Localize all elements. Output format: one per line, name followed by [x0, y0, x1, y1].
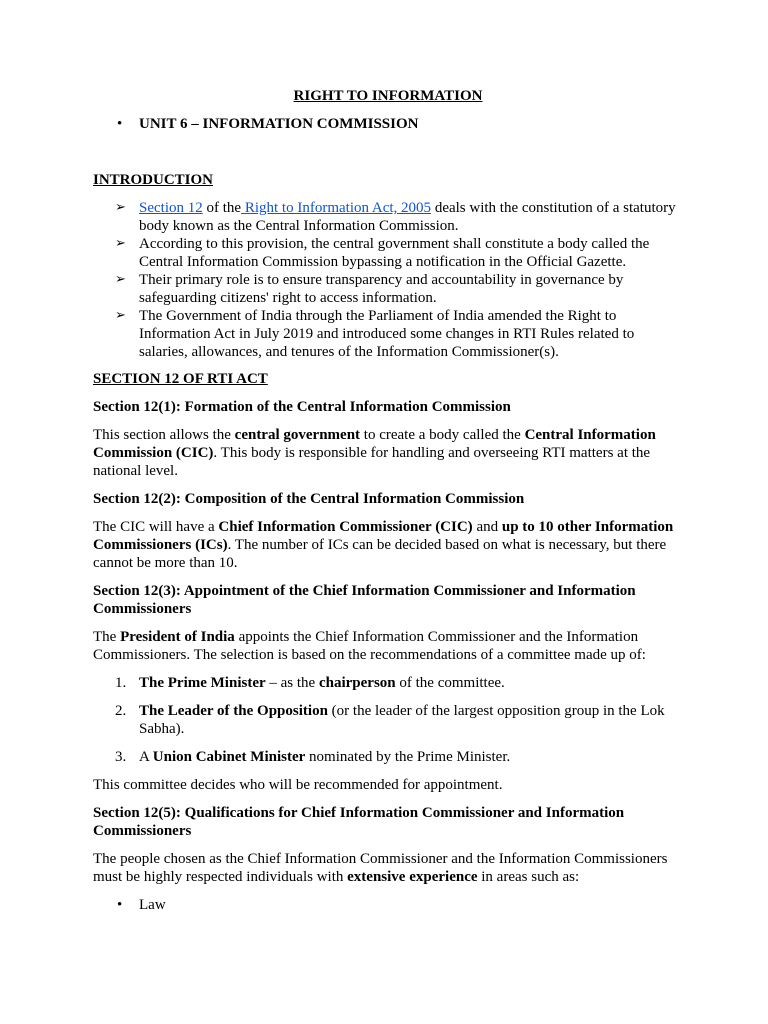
- list-item: [93, 896, 683, 914]
- section-12-1-paragraph: [93, 426, 683, 480]
- paragraph-text: The: [93, 629, 121, 645]
- list-number: 3.: [115, 749, 127, 765]
- list-item: [93, 702, 683, 738]
- qualification-list: [93, 896, 683, 914]
- paragraph-bold: extensive experience: [347, 869, 478, 885]
- list-item-text: Law: [139, 897, 166, 913]
- committee-closing-paragraph: This committee decides who will be recommended for appointment.: [93, 777, 503, 793]
- list-item-bold: Union Cabinet Minister: [152, 749, 306, 765]
- section-12-link[interactable]: Section 12: [139, 200, 203, 216]
- introduction-heading: INTRODUCTION: [93, 172, 214, 188]
- list-item-text: of the committee.: [395, 675, 505, 691]
- paragraph-bold: President of India: [120, 629, 235, 645]
- list-item-bold: The Leader of the Opposition: [139, 703, 328, 719]
- paragraph-bold: Central Information Commission (CIC): [93, 427, 656, 461]
- introduction-list: [93, 199, 683, 361]
- intro-item-text: of the: [202, 200, 242, 216]
- list-item: [93, 748, 683, 766]
- unit-heading: [93, 115, 683, 133]
- paragraph-text: The CIC will have a: [93, 519, 219, 535]
- committee-list: [93, 674, 683, 766]
- bullet-dot-icon: •: [117, 116, 123, 132]
- list-item-bold: The Prime Minister: [139, 675, 266, 691]
- paragraph-text: . This body is responsible for handling and overseeing RTI matters at the national level.: [93, 445, 651, 479]
- list-item-text: (or the leader of the largest opposition group in the Lok Sabha).: [139, 703, 665, 737]
- paragraph-bold: up to 10 other Information Commissioners (ICs): [93, 519, 674, 553]
- section-12-3-paragraph: [93, 628, 683, 664]
- arrow-bullet-icon: ➢: [115, 272, 126, 287]
- list-item: [93, 674, 683, 692]
- document-content: [93, 87, 683, 914]
- paragraph-text: and: [472, 519, 502, 535]
- list-item-text: A: [139, 749, 153, 765]
- list-item: [93, 199, 683, 235]
- paragraph-text: appoints the Chief Information Commissioner and the Information Commissioners. The selection is based on the recommendations of a committee made up of:: [93, 629, 646, 663]
- paragraph-text: in areas such as:: [477, 869, 580, 885]
- list-item-bold: chairperson: [318, 675, 396, 691]
- section-12-2-paragraph: [93, 518, 683, 572]
- paragraph-text: to create a body called the: [360, 427, 525, 443]
- list-number: 2.: [115, 703, 127, 719]
- section-12-5-paragraph: [93, 850, 683, 886]
- intro-item-text: According to this provision, the central government shall constitute a body called the Central Information Commission bypassing a notification in the Official Gazette.: [139, 236, 650, 270]
- section-12-1-title: Section 12(1): Formation of the Central Information Commission: [93, 399, 511, 415]
- paragraph-text: The people chosen as the Chief Information Commissioner and the Information Commissioners must be highly respected individuals with: [93, 851, 668, 885]
- rti-act-link[interactable]: Right to Information Act, 2005: [241, 200, 432, 216]
- bullet-dot-icon: •: [117, 897, 123, 913]
- section-12-2-title: Section 12(2): Composition of the Central Information Commission: [93, 491, 525, 507]
- section-12-heading: SECTION 12 OF RTI ACT: [93, 371, 268, 387]
- paragraph-bold: central government: [234, 427, 361, 443]
- arrow-bullet-icon: ➢: [115, 236, 126, 251]
- arrow-bullet-icon: ➢: [115, 308, 126, 323]
- list-number: 1.: [115, 675, 127, 691]
- list-item-text: – as the: [265, 675, 319, 691]
- paragraph-text: This section allows the: [93, 427, 235, 443]
- list-item: [93, 307, 683, 361]
- section-12-5-title: Section 12(5): Qualifications for Chief Information Commissioner and Information Commissioners: [93, 805, 625, 839]
- list-item: [93, 235, 683, 271]
- arrow-bullet-icon: ➢: [115, 200, 126, 215]
- intro-item-text: Their primary role is to ensure transparency and accountability in governance by safeguarding citizens' right to access information.: [139, 272, 624, 306]
- list-item-text: nominated by the Prime Minister.: [305, 749, 511, 765]
- intro-item-text: The Government of India through the Parliament of India amended the Right to Information Act in July 2019 and introduced some changes in RTI Rules related to salaries, allowances, and tenures of the Information Commissioner(s).: [139, 308, 635, 360]
- unit-heading-text: UNIT 6 – INFORMATION COMMISSION: [139, 116, 419, 132]
- document-title: RIGHT TO INFORMATION: [293, 88, 483, 104]
- list-item: [93, 271, 683, 307]
- section-12-3-title: Section 12(3): Appointment of the Chief Information Commissioner and Information Commissioners: [93, 583, 636, 617]
- intro-item-text: deals with the constitution of a statutory body known as the Central Information Commission.: [139, 200, 676, 234]
- paragraph-bold: Chief Information Commissioner (CIC): [218, 519, 473, 535]
- paragraph-text: . The number of ICs can be decided based on what is necessary, but there cannot be more than 10.: [93, 537, 667, 571]
